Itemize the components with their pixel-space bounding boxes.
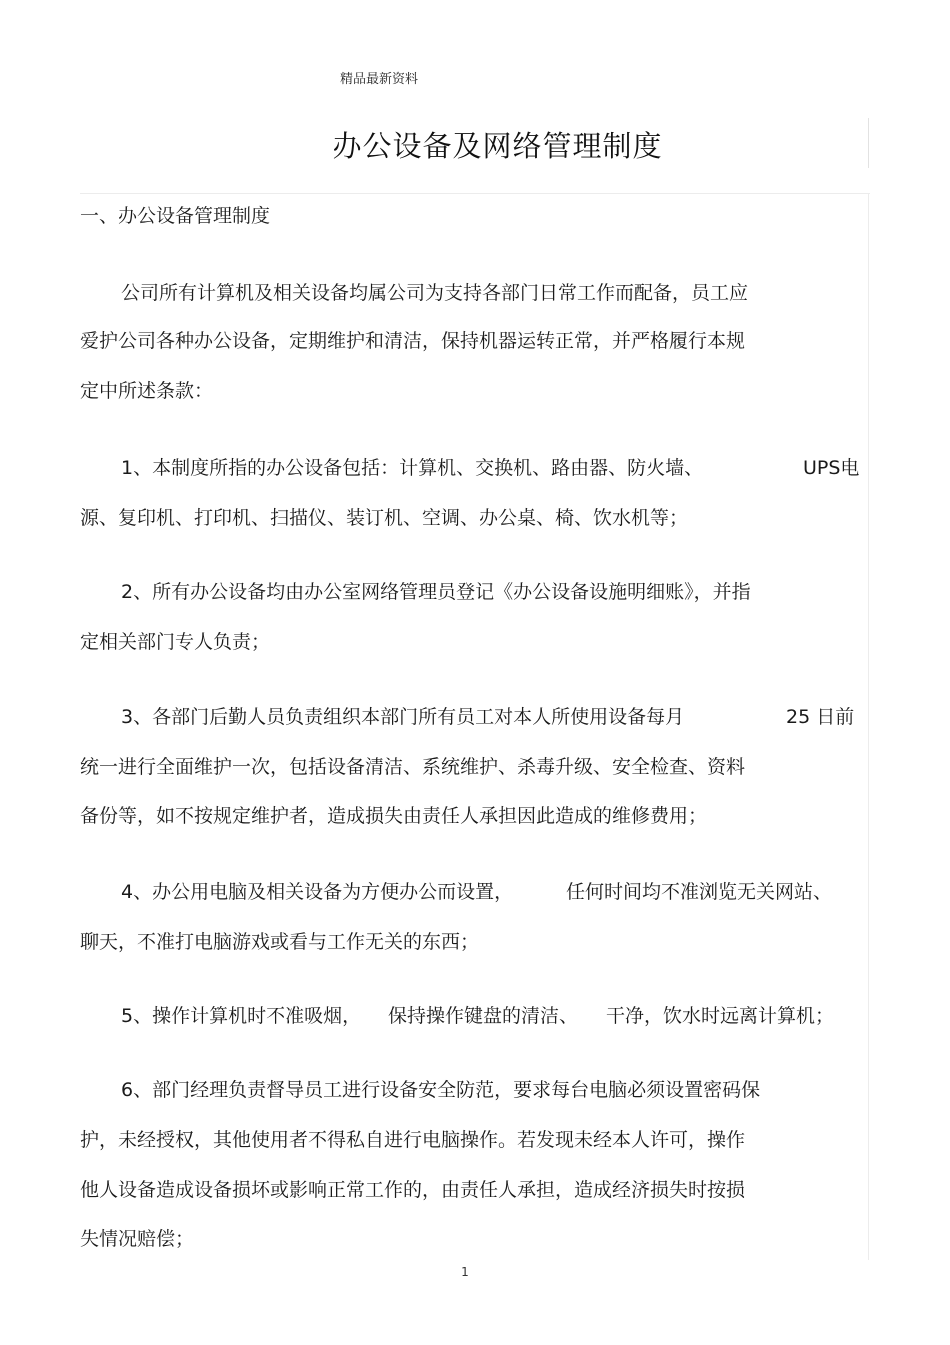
item6-line-1: 6、部门经理负责督导员工进行设备安全防范，要求每台电脑必须设置密码保 (121, 1079, 761, 1101)
item1-line-2: 源、复印机、打印机、扫描仪、装订机、空调、办公桌、椅、饮水机等； (80, 507, 689, 529)
item4-tail: 任何时间均不准浏览无关网站、 (566, 881, 833, 903)
item1-line-1: 1、本制度所指的办公设备包括：计算机、交换机、路由器、防火墙、 (121, 457, 704, 479)
header-tag: 精品最新资料 (340, 72, 419, 87)
intro-line-1: 公司所有计算机及相关设备均属公司为支持各部门日常工作而配备，员工应 (121, 282, 749, 304)
margin-rule-right (868, 194, 869, 1260)
item2-line-2: 定相关部门专人负责； (80, 631, 271, 653)
item5-part-2: 保持操作键盘的清洁、 (388, 1005, 579, 1027)
margin-rule-top (868, 118, 869, 168)
item3-day: 25 日前 (786, 706, 855, 728)
item2-line-1: 2、所有办公设备均由办公室网络管理员登记《办公设备设施明细账》，并指 (121, 581, 751, 603)
page-title: 办公设备及网络管理制度 (332, 129, 663, 163)
item6-line-3: 他人设备造成设备损坏或影响正常工作的，由责任人承担，造成经济损失时按损 (80, 1179, 746, 1201)
item1-ups: UPS电 (803, 457, 860, 479)
page-number: 1 (461, 1265, 469, 1279)
item4-line-1: 4、办公用电脑及相关设备为方便办公而设置， (121, 881, 514, 903)
item3-line-1: 3、各部门后勤人员负责组织本部门所有员工对本人所使用设备每月 (121, 706, 685, 728)
item4-line-2: 聊天，不准打电脑游戏或看与工作无关的东西； (80, 931, 480, 953)
item6-line-4: 失情况赔偿； (80, 1228, 195, 1250)
divider-line (80, 193, 870, 194)
item3-line-2: 统一进行全面维护一次，包括设备清洁、系统维护、杀毒升级、安全检查、资料 (80, 756, 746, 778)
item6-line-2: 护，未经授权，其他使用者不得私自进行电脑操作。若发现未经本人许可，操作 (80, 1129, 746, 1151)
intro-line-3: 定中所述条款： (80, 380, 214, 402)
item5-part-1: 5、操作计算机时不准吸烟， (121, 1005, 362, 1027)
section-heading: 一、办公设备管理制度 (80, 205, 271, 227)
item3-line-3: 备份等，如不按规定维护者，造成损失由责任人承担因此造成的维修费用； (80, 805, 708, 827)
intro-line-2: 爱护公司各种办公设备，定期维护和清洁，保持机器运转正常，并严格履行本规 (80, 330, 746, 352)
item5-part-3: 干净，饮水时远离计算机； (606, 1005, 835, 1027)
